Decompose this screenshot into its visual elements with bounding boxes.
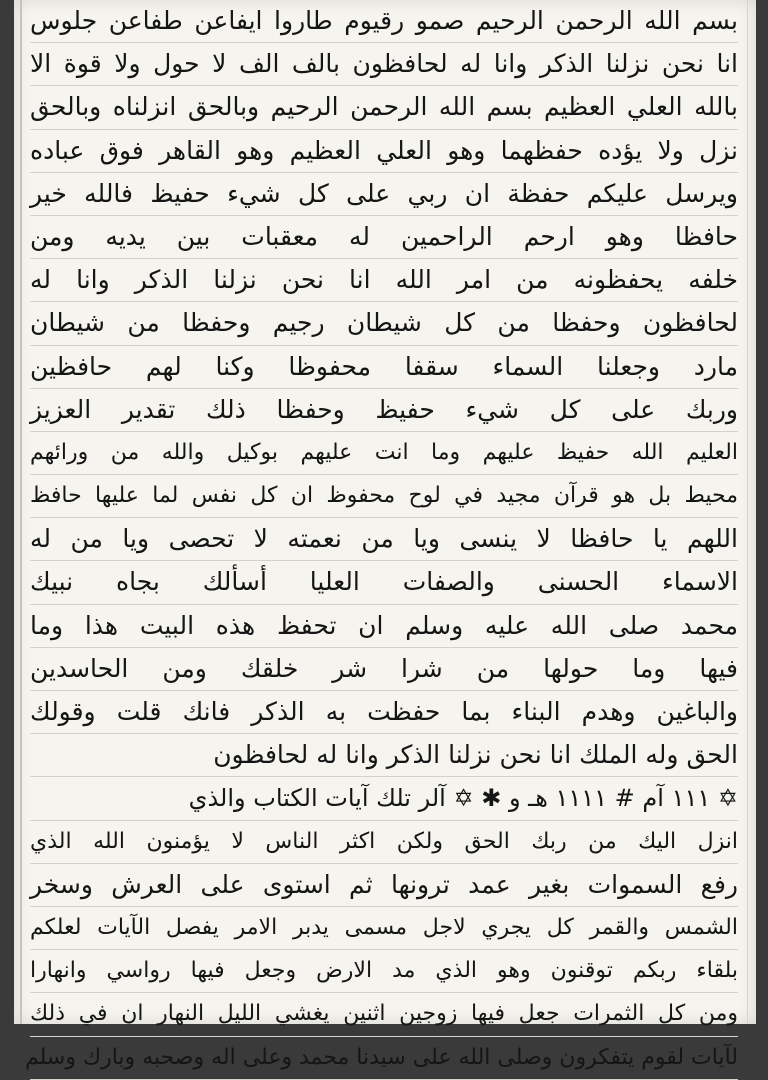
text-line-20: انزل اليك من ربك الحق ولكن اكثر الناس لا يؤمنون الله الذي	[30, 821, 738, 864]
text-line-11: العليم الله حفيظ عليهم وما انت عليهم بوكيل والله من ورائهم	[30, 432, 738, 475]
text-line-1: بسم الله الرحمن الرحيم صمو رقيوم طاروا ايفاعن طفاعن جلوس	[30, 0, 738, 43]
text-line-14: الاسماء الحسنى والصفات العليا أسألك بجاه نبيك	[30, 561, 738, 604]
text-line-4: نزل ولا يؤده حفظهما وهو العلي العظيم وهو القاهر فوق عباده	[30, 130, 738, 173]
text-line-22: الشمس والقمر كل يجري لاجل مسمى يدبر الامر يفصل الآيات لعلكم	[30, 907, 738, 950]
text-line-16: فيها وما حولها من شرا شر خلقك ومن الحاسدين	[30, 648, 738, 691]
text-line-15: محمد صلى الله عليه وسلم ان تحفظ هذه البيت هذا وما	[30, 605, 738, 648]
text-line-6: حافظا وهو ارحم الراحمين له معقبات بين يديه ومن	[30, 216, 738, 259]
page-margin-line-right	[747, 0, 748, 1024]
text-line-17: والباغين وهدم البناء بما حفظت به الذكر فانك قلت وقولك	[30, 691, 738, 734]
text-line-19-symbols: ✡ ١١١ آم # ١١١١ هـ و ✱ ✡ آلر تلك آيات الكتاب والذي	[30, 777, 738, 820]
text-line-2: انا نحن نزلنا الذكر وانا له لحافظون بالف الف لا حول ولا قوة الا	[30, 43, 738, 86]
handwritten-text-block	[24, 0, 738, 1080]
handwritten-page	[14, 0, 756, 1070]
text-line-13: اللهم يا حافظا لا ينسى ويا من نعمته لا تحصى ويا من له	[30, 518, 738, 561]
text-line-9: مارد وجعلنا السماء سقفا محفوظا وكنا لهم حافظين	[30, 346, 738, 389]
text-line-21: رفع السموات بغير عمد ترونها ثم استوى على العرش وسخر	[30, 864, 738, 907]
text-line-8: لحافظون وحفظا من كل شيطان رجيم وحفظا من شيطان	[30, 302, 738, 345]
text-line-24: ومن كل الثمرات جعل فيها زوجين اثنين يغشي الليل النهار ان في ذلك	[30, 993, 738, 1036]
text-line-5: ويرسل عليكم حفظة ان ربي على كل شيء حفيظ فالله خير	[30, 173, 738, 216]
text-line-25: لآيات لقوم يتفكرون وصلى الله على سيدنا محمد وعلى اله وصحبه وبارك وسلم	[30, 1037, 738, 1080]
text-line-23: بلقاء ربكم توقنون وهو الذي مد الارض وجعل فيها رواسي وانهارا	[30, 950, 738, 993]
text-line-18: الحق وله الملك انا نحن نزلنا الذكر وانا له لحافظون	[30, 734, 738, 777]
text-line-3: بالله العلي العظيم بسم الله الرحمن الرحيم وبالحق انزلناه وبالحق	[30, 86, 738, 129]
text-line-12: محيط بل هو قرآن مجيد في لوح محفوظ ان كل نفس لما عليها حافظ	[30, 475, 738, 518]
text-line-10: وربك على كل شيء حفيظ وحفظا ذلك تقدير العزيز	[30, 389, 738, 432]
text-line-7: خلفه يحفظونه من امر الله انا نحن نزلنا الذكر وانا له	[30, 259, 738, 302]
page-margin-line	[20, 0, 22, 1024]
